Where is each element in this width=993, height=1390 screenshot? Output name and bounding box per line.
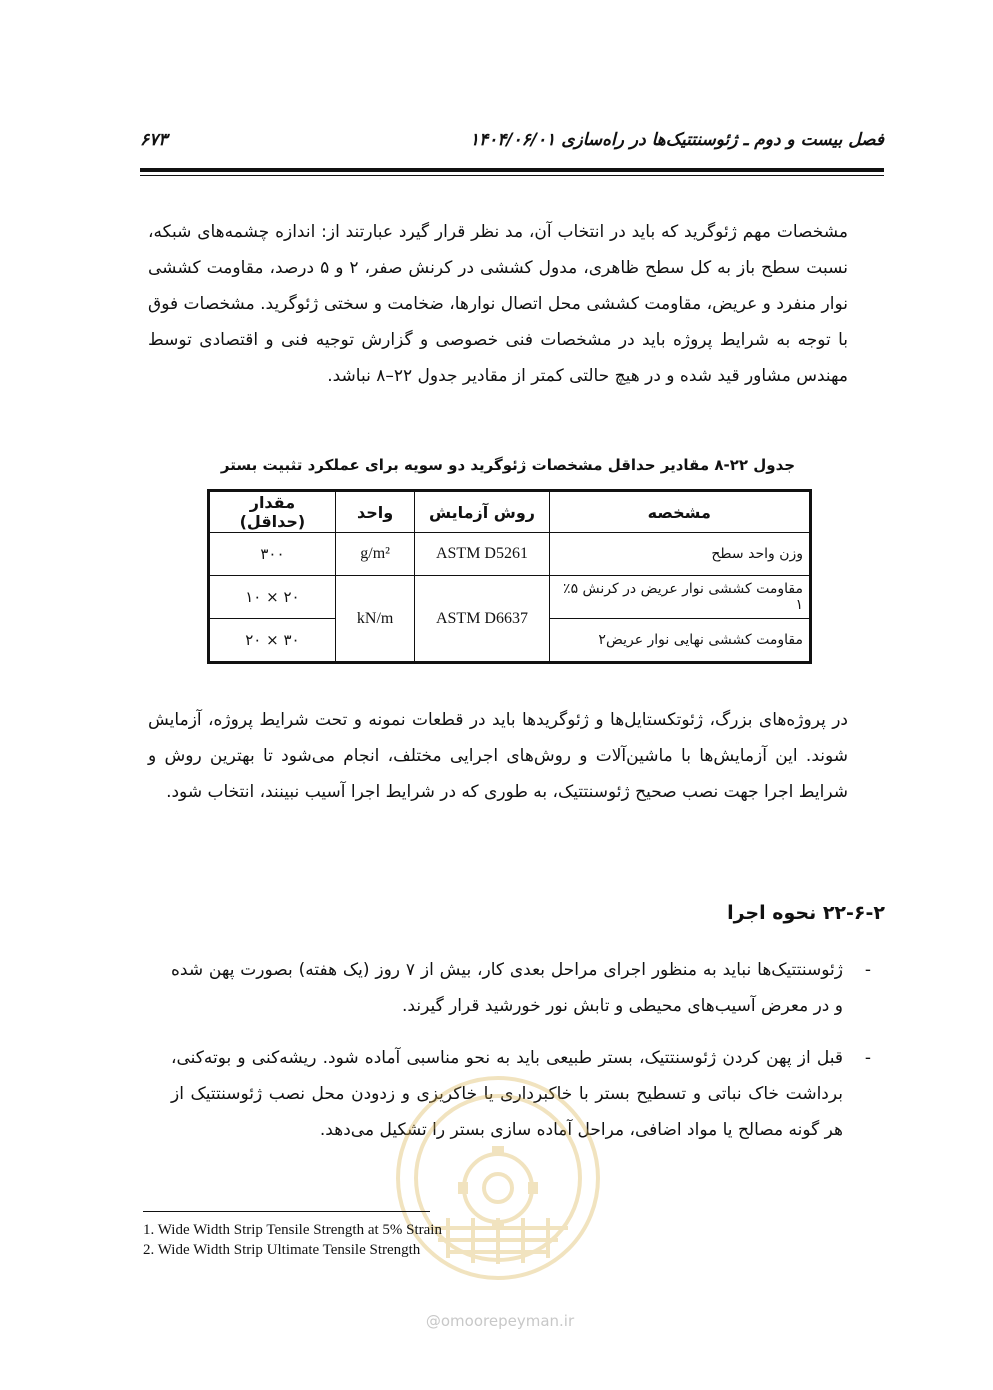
header-test-method: روش آزمایش xyxy=(415,491,549,533)
list-item xyxy=(171,952,871,1024)
cell-test-method: ASTM D6637 xyxy=(415,576,549,663)
footnote-2: 2. Wide Width Strip Ultimate Tensile Strength xyxy=(143,1242,421,1258)
body-paragraph-2: در پروژه‌های بزرگ، ژئوتکستایل‌ها و ژئوگریدها باید در قطعات نمونه و تحت شرایط پروژه، آزمایش شوند. این آزمایش‌ها با ماشین‌آلات و روش‌های اجرایی مختلف، انجام می‌شود تا بهترین روش و شرایط اجرا جهت نصب صحیح ژئوسنتتیک، به طوری که در شرایط اجرا آسیب نبینند، انتخاب شود. xyxy=(148,710,848,802)
cell-property: مقاومت کششی نوار عریض در کرنش ۵٪ ۱ xyxy=(549,576,810,619)
cell-unit: kN/m xyxy=(335,576,415,663)
table-caption: جدول ۲۲-۸ مقادیر حداقل مشخصات ژئوگرید دو سویه برای عملکرد تثبیت بستر xyxy=(220,456,796,474)
list-dash: - xyxy=(864,960,871,980)
list-item-text: قبل از پهن کردن ژئوسنتتیک، بستر طبیعی باید به نحو مناسبی آماده شود. ریشه‌کنی و بوته‌کنی، برداشت خاک نباتی و تسطیح بستر با خاکبرداری یا خاکریزی و زدودن محل نصب ژئوسنتتیک از هر گونه مصالح یا مواد اضافی، مراحل آماده سازی بستر را تشکیل می‌دهد. xyxy=(171,1048,843,1140)
header-rule-thick xyxy=(140,168,884,172)
cell-property: وزن واحد سطح xyxy=(549,533,810,576)
body-paragraph-1: مشخصات مهم ژئوگرید که باید در انتخاب آن، مد نظر قرار گیرد عبارتند از: اندازه چشمه‌های شبکه، نسبت سطح باز به کل سطح ظاهری، مدول کششی در کرنش صفر، ۲ و ۵ درصد، مقاومت کششی نوار منفرد و عریض، مقاومت کششی محل اتصال نوارها، ضخامت و سختی ژئوگرید. مشخصات فوق با توجه به شرایط پروژه باید در مشخصات فنی خصوصی و گزارش توجیه فنی و اقتصادی توسط مهندس مشاور قید شده و در هیچ حالتی کمتر از مقادیر جدول ۲۲–۸ نباشد. xyxy=(148,222,848,386)
header-min-value: مقدار (حداقل) xyxy=(209,491,336,533)
watermark-text: @omoorepeyman.ir xyxy=(425,1312,575,1330)
header-rule-thin xyxy=(140,175,884,176)
gear-seal-logo-icon xyxy=(388,1068,608,1288)
section-heading: ۲۲-۶-۲ نحوه اجرا xyxy=(727,902,885,924)
cell-test-method: ASTM D5261 xyxy=(415,533,549,576)
footnote-rule xyxy=(143,1211,430,1212)
cell-min-value: ۲۰ × ۱۰ xyxy=(209,576,336,619)
chapter-title: فصل بیست و دوم ـ ژئوسنتتیک‌ها در راه‌سازی ۱۴۰۴/۰۶/۰۱ xyxy=(469,130,884,150)
table-row xyxy=(209,576,811,619)
cell-property: مقاومت کششی نهایی نوار عریض۲ xyxy=(549,619,810,663)
table-row xyxy=(209,533,811,576)
header-property: مشخصه xyxy=(549,491,810,533)
list-dash: - xyxy=(864,1048,871,1068)
footnote-1: 1. Wide Width Strip Tensile Strength at 5% Strain xyxy=(143,1222,442,1238)
cell-min-value: ۳۰ × ۲۰ xyxy=(209,619,336,663)
geogrid-spec-table xyxy=(207,489,812,664)
page-number: ۶۷۳ xyxy=(140,130,168,150)
page-header xyxy=(140,126,884,156)
cell-unit: g/m² xyxy=(335,533,415,576)
cell-min-value: ۳۰۰ xyxy=(209,533,336,576)
header-unit: واحد xyxy=(335,491,415,533)
list-item-text: ژئوسنتتیک‌ها نباید به منظور اجرای مراحل بعدی کار، بیش از ۷ روز (یک هفته) بصورت پهن شده و در معرض آسیب‌های محیطی و تابش نور خورشید قرار گیرند. xyxy=(171,960,843,1016)
table-header-row xyxy=(209,491,811,533)
